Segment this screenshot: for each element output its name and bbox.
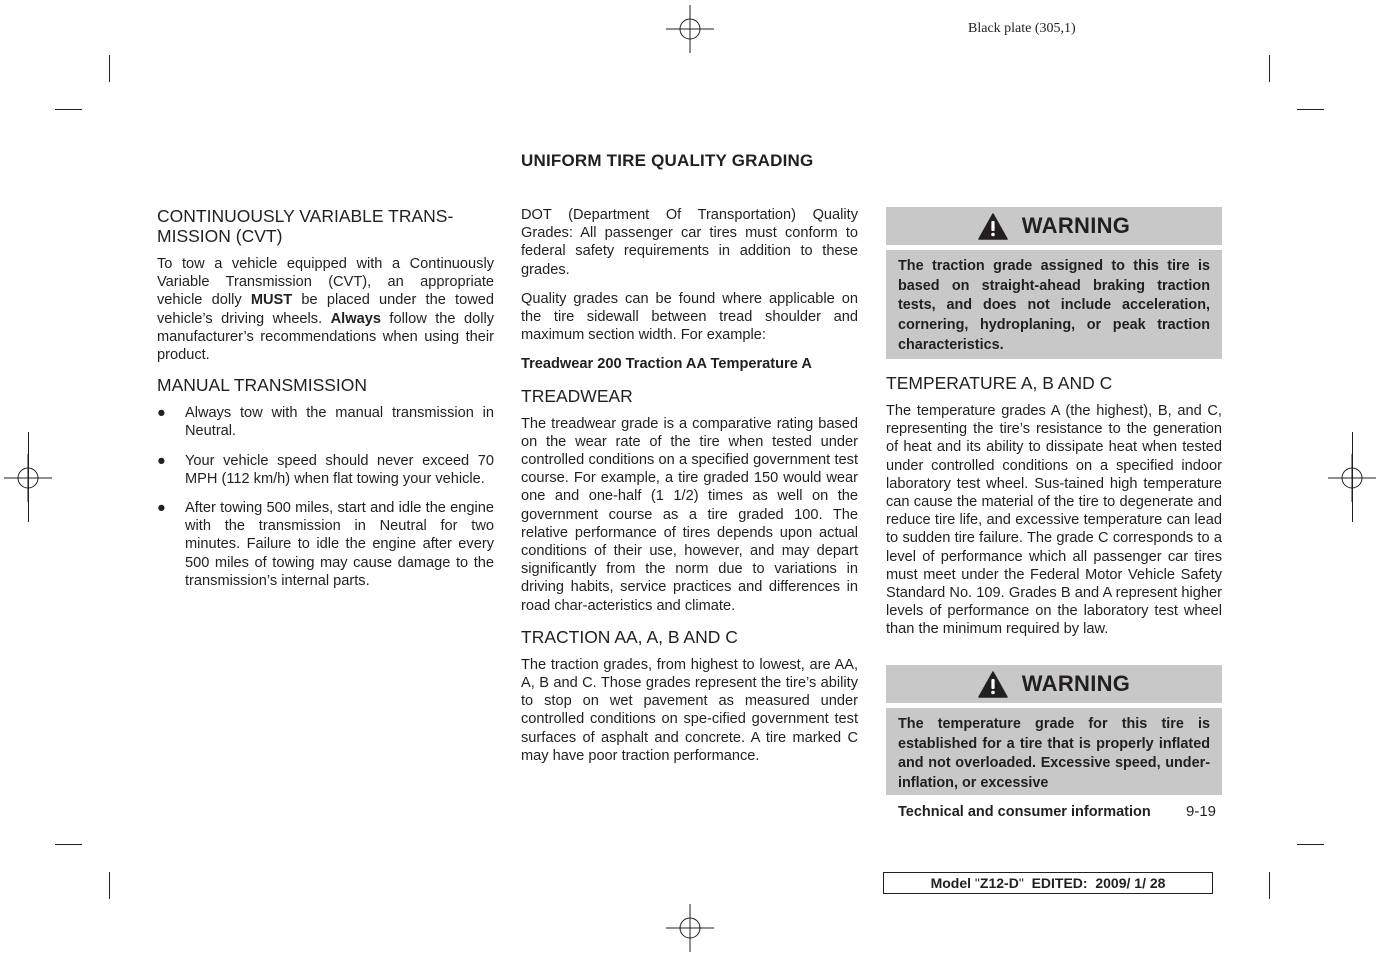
warning-icon — [978, 213, 1008, 240]
registration-mark-icon — [666, 5, 714, 53]
warning-title: WARNING — [1021, 213, 1131, 238]
crop-mark — [1297, 109, 1324, 110]
crop-mark — [1269, 55, 1270, 82]
temperature-heading: TEMPERATURE A, B AND C — [886, 373, 1113, 393]
model-edition-box: Model "Z12-D" EDITED: 2009/ 1/ 28 — [883, 872, 1213, 894]
crop-mark — [28, 432, 29, 522]
list-item: ● Always tow with the manual transmission in Neutral. — [157, 405, 494, 440]
registration-mark-icon — [666, 904, 714, 952]
cvt-heading: CONTINUOUSLY VARIABLE TRANS- MISSION (CVT) — [157, 206, 454, 246]
bullet-icon: ● — [157, 452, 166, 469]
warning-header — [886, 207, 1222, 245]
warning-text: The temperature grade for this tire is established for a tire that is properly inflated and not overloaded. Excessive speed, under-inflation, or excessive — [886, 708, 1222, 795]
dot-paragraph: DOT (Department Of Transportation) Quality Grades: All passenger car tires must conform to federal safety requirements in addition to these grades. — [521, 207, 858, 278]
crop-mark — [55, 109, 82, 110]
manual-heading: MANUAL TRANSMISSION — [157, 375, 368, 396]
crop-mark — [1297, 844, 1324, 845]
list-item: ● After towing 500 miles, start and idle the engine with the transmission in Neutral for two minutes. Failure to idle the engine after every 500 miles of towing may cause damage to the transmission’s internal parts. — [157, 500, 494, 589]
warning-title: WARNING — [1021, 671, 1131, 696]
example-line: Treadwear 200 Traction AA Temperature A — [521, 356, 812, 373]
footer-section-title: Technical and consumer information — [898, 804, 1151, 820]
crop-mark — [109, 872, 110, 899]
list-item: ● Your vehicle speed should never exceed 70 MPH (112 km/h) when flat towing your vehicle. — [157, 452, 494, 487]
crop-mark — [1352, 432, 1353, 522]
crop-mark — [55, 844, 82, 845]
crop-mark — [1269, 872, 1270, 899]
bullet-icon: ● — [157, 500, 166, 517]
temperature-paragraph: The temperature grades A (the highest), B, and C, representing the tire’s resistance to the generation of heat and its ability to dissipate heat when tested under controlled conditions on a specified indoor laboratory test wheel. Sus-tained high temperature can cause the material of the tire to degenerate and reduce tire life, and excessive temperature can lead to sudden tire failure. The grade C corresponds to a level of performance which all passenger car tires must meet under the Federal Motor Vehicle Safety Standard No. 109. Grades B and A represent higher levels of performance on the laboratory test wheel than the minimum required by law. — [886, 403, 1222, 638]
cvt-paragraph: To tow a vehicle equipped with a Continuously Variable Transmission (CVT), an appropriate vehicle dolly MUST be placed under the towed vehicle’s driving wheels. Always follow the dolly manufacturer’s recommendations when using their product. — [157, 256, 495, 364]
treadwear-heading: TREADWEAR — [521, 385, 633, 406]
column-right — [886, 373, 1222, 639]
bullet-icon: ● — [157, 405, 166, 422]
warning-header — [886, 665, 1222, 703]
crop-mark — [109, 55, 110, 82]
traction-paragraph: The traction grades, from highest to lowest, are AA, A, B and C. Those grades represent the tire’s ability to stop on wet pavement as measured under controlled conditions on spe-cified government test surfaces of asphalt and concrete. A tire marked C may have poor traction performance. — [521, 656, 858, 764]
column-left — [157, 206, 494, 590]
column-middle — [521, 206, 858, 765]
treadwear-paragraph: The treadwear grade is a comparative rating based on the wear rate of the tire when tested under controlled conditions on a specified government test course. For example, a tire graded 150 would wear one and one-half (1 1/2) times as well on the government course as a tire graded 100. The relative performance of tires depends upon actual conditions of their use, however, and may depart significantly from the norm due to variations in driving habits, service practices and differences in road char-acteristics and climate. — [521, 415, 858, 614]
warning-text: The traction grade assigned to this tire is based on straight-ahead braking traction tests, and does not include acceleration, cornering, hydroplaning, or peak traction characteristics. — [886, 250, 1222, 359]
quality-paragraph: Quality grades can be found where applicable on the tire sidewall between tread shoulder and maximum section width. For example: — [521, 290, 858, 344]
page-title: UNIFORM TIRE QUALITY GRADING — [521, 151, 814, 170]
page-number: 9-19 — [1186, 803, 1217, 820]
warning-icon — [978, 671, 1008, 698]
traction-heading: TRACTION AA, A, B AND C — [521, 626, 738, 647]
plate-label: Black plate (305,1) — [968, 21, 1076, 36]
